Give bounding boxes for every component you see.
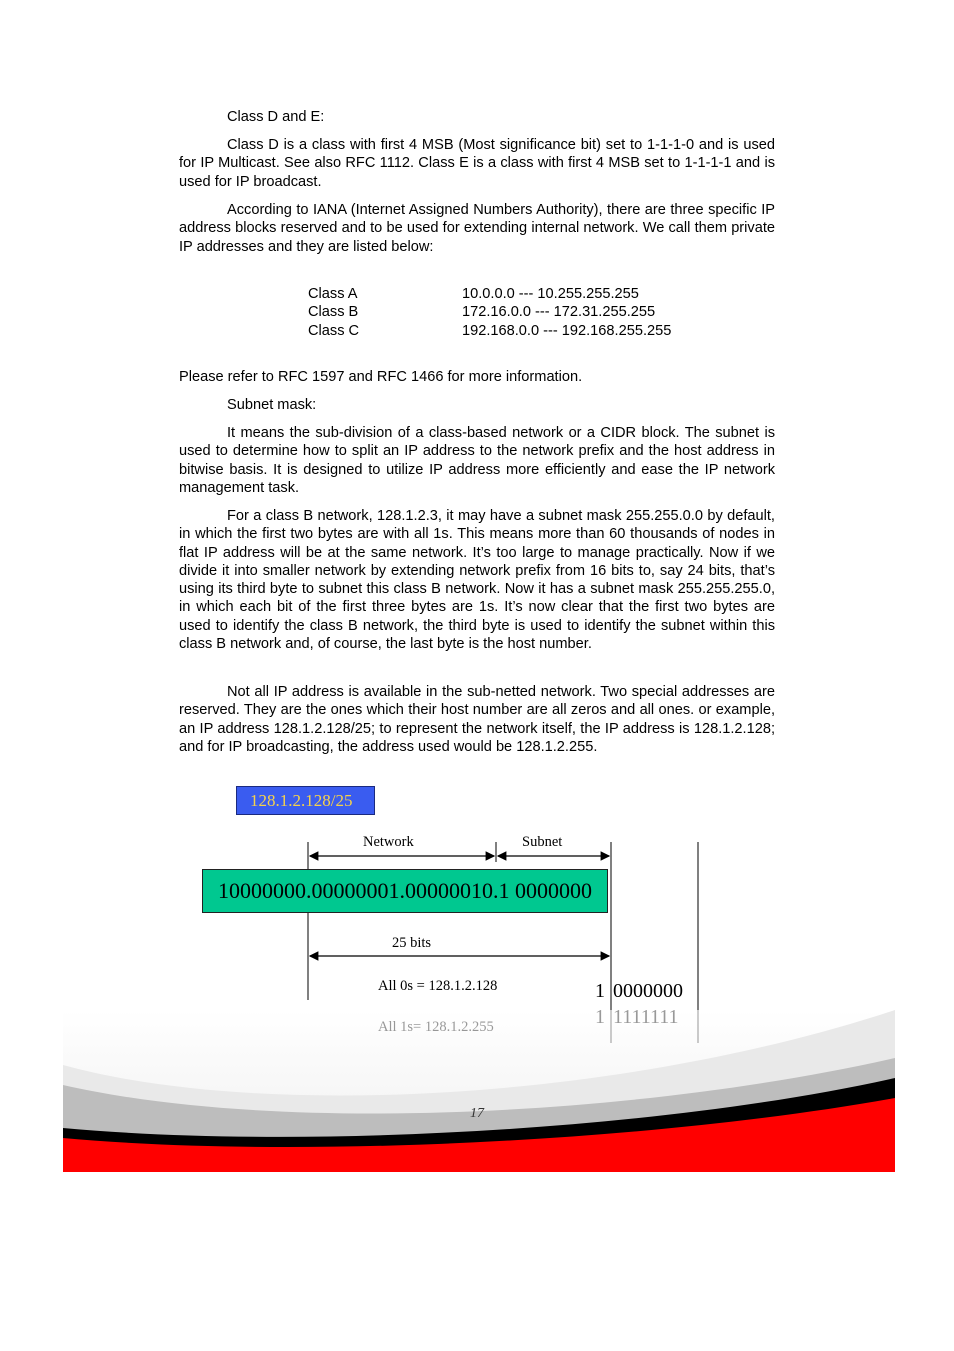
- subnet-paragraph-2: For a class B network, 128.1.2.3, it may have a subnet mask 255.255.0.0 by default, in which the first two bytes are with all 1s. This means more than 60 thousands of nodes in flat IP address will be at the same network. It’s too large to manage practically. Now if we divide it into smaller network by extending network prefix from 16 bits to, say 24 bits, that’s using its third byte to subnet this class B network. Now it has a subnet mask 255.255.255.0, in which each bit of the first three bytes are 1s. It’s now clear that the first two bytes are used to identify the class B network, the third byte is used to identify the subnet within this class B network and, of course, the last byte is the host number.: [179, 508, 775, 653]
- class-cell: Class C: [308, 322, 360, 339]
- range-cell: 172.16.0.0 --- 172.31.255.255: [462, 304, 656, 321]
- network-label: Network: [363, 834, 414, 850]
- all-zeros-label: All 0s = 128.1.2.128: [378, 978, 498, 994]
- class-cell: Class B: [308, 304, 359, 321]
- page-number: 17: [470, 1106, 484, 1121]
- class-de-paragraph: Class D is a class with first 4 MSB (Most significance bit) set to 1-1-1-0 and is used for IP Multicast. See also RFC 1112. Class E is a class with first 4 MSB set to 1-1-1-1 and is used for IP broadcast.: [179, 137, 775, 190]
- host-zeros-bits: 0000000: [613, 980, 683, 1002]
- subnet-heading: Subnet mask:: [227, 397, 317, 413]
- subnet-paragraph-3: Not all IP address is available in the sub-netted network. Two special addresses are reserved. They are the ones which their host number are all zeros and all ones. or example, an IP address 128.1.2.128/25; to represent the network itself, the IP address is 128.1.2.128; and for IP broadcasting, the address used would be 128.1.2.255.: [179, 684, 775, 755]
- bits-label: 25 bits: [392, 935, 432, 951]
- class-cell: Class A: [308, 286, 358, 302]
- subnet-label: Subnet: [522, 834, 563, 850]
- footer-swoosh-graphic: [63, 1010, 895, 1172]
- binary-address-box: 10000000.00000001.00000010.1 0000000: [202, 869, 608, 913]
- cidr-label-box: 128.1.2.128/25: [236, 786, 375, 815]
- class-de-heading: Class D and E:: [227, 109, 325, 125]
- rfc-reference: Please refer to RFC 1597 and RFC 1466 for more information.: [179, 369, 583, 385]
- host-zeros-prefix: 1: [595, 980, 605, 1002]
- range-cell: 10.0.0.0 --- 10.255.255.255: [462, 286, 639, 302]
- subnet-paragraph-1: It means the sub-division of a class-based network or a CIDR block. The subnet is used to determine how to split an IP address to the network prefix and the host address in bitwise basis. It is designed to utilize IP address more efficiently and ease the IP network management task.: [179, 425, 775, 496]
- range-cell: 192.168.0.0 --- 192.168.255.255: [462, 322, 672, 339]
- iana-paragraph: According to IANA (Internet Assigned Numbers Authority), there are three specific IP address blocks reserved and to be used for extending internal network. We call them private IP addresses and they are listed below:: [179, 202, 775, 255]
